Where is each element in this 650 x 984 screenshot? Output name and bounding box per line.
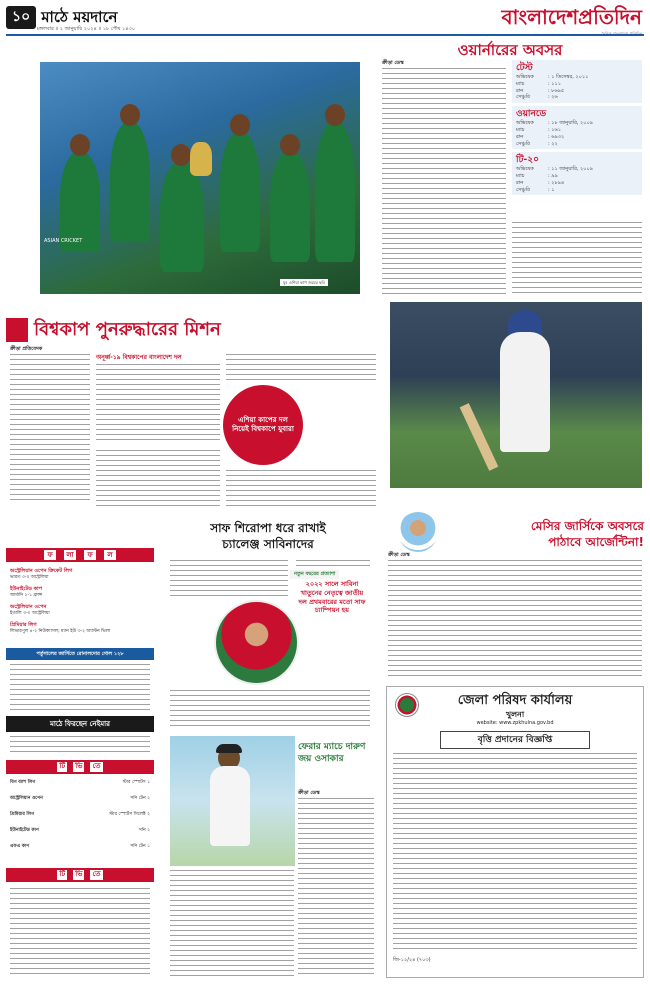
stat-row <box>516 166 638 173</box>
notice-ref: জি-১২/২৪ (৭০৩) <box>393 957 431 964</box>
warner-article-text <box>382 68 506 298</box>
player-body-shape <box>500 332 550 452</box>
stat-label: অভিষেক <box>516 166 534 173</box>
result-item <box>10 586 150 599</box>
tv-channel: সনি ২ <box>138 828 150 833</box>
page-number: ১০ <box>6 6 36 29</box>
newspaper-logo <box>502 4 642 36</box>
stat-label: ম্যাচ <box>516 80 525 87</box>
messi-headline-1: মেসির জার্সিকে অবসরে <box>530 519 644 533</box>
cap-shape <box>216 744 242 753</box>
stat-row <box>516 173 638 180</box>
saf-headline-2: চ্যালেঞ্জ সাবিনাদের <box>222 537 314 552</box>
tv-letter-1: টি <box>59 762 66 771</box>
stat-label: অভিষেক <box>516 74 534 81</box>
notice-title: জেলা পরিষদ কার্যালয় <box>457 693 573 708</box>
notice-subject: বৃত্তি প্রদানের বিজ্ঞপ্তি <box>440 731 590 749</box>
saf-article-text-3 <box>170 690 370 730</box>
messi-article-text <box>388 560 642 678</box>
dateline: মঙ্গলবার ॥ ২ জানুয়ারি ২০২৪ ॥ ১৮ পৌষ ১৪৩০ <box>37 26 135 32</box>
stat-label: সেঞ্চুরি <box>516 94 530 101</box>
neymar-box: মাঠে ফিরছেন নেইমার <box>6 716 154 732</box>
new-year-tag: নতুন বছরের প্রত্যাশা <box>290 570 339 579</box>
stat-row <box>516 187 638 194</box>
results-letter-4: ল <box>104 550 116 560</box>
stat-row <box>516 120 638 127</box>
stat-value: : ১ <box>548 186 555 193</box>
saf-article-text-1 <box>170 560 288 596</box>
stat-value: : ১৮ জানুয়ারি, ২০০৯ <box>548 120 594 127</box>
bat-shape <box>460 403 499 471</box>
tv-event: এফএ কাপ <box>10 844 30 849</box>
warner-byline: ক্রীড়া ডেস্ক <box>382 60 404 66</box>
stat-value: : ৮৬৯৫ <box>548 87 565 94</box>
stat-label: ম্যাচ <box>516 173 525 180</box>
result-detail: ইতালি ৩-০ অস্ট্রেলিয়া <box>10 610 50 616</box>
saf-article-text-2 <box>296 560 370 570</box>
stat-value: : ২২ <box>548 140 558 147</box>
warner-headline: ওয়ার্নারের অবসর <box>457 41 563 59</box>
warner-stats <box>512 60 642 195</box>
stat-label: রান <box>516 133 524 140</box>
tv-letter-3: তে <box>92 870 101 879</box>
result-title: প্রিমিয়ার লিগ <box>10 622 37 628</box>
tv-event: ইউনাইটেড কাপ <box>10 828 39 833</box>
stat-row <box>516 81 638 88</box>
result-title: অস্ট্রেলিয়ান ওপেন <box>10 604 47 610</box>
stat-value: : ১১১ <box>548 80 562 87</box>
tv-letter-2: ভি <box>75 870 83 879</box>
stat-row <box>516 127 638 134</box>
main-article-text-1 <box>10 354 90 504</box>
stat-label: ম্যাচ <box>516 127 525 134</box>
stat-value: : ৯৯ <box>548 173 558 180</box>
neymar-text <box>10 736 150 756</box>
messi-headline-2: পাঠাবে আর্জেন্টিনা! <box>548 535 644 550</box>
main-headline: বিশ্বকাপ পুনরুদ্ধারের মিশন <box>34 319 221 340</box>
main-article-text-4 <box>226 470 376 506</box>
warner-article-text-2 <box>512 222 642 296</box>
main-byline: ক্রীড়া প্রতিবেদক <box>10 346 43 352</box>
osaka-article-text-2 <box>170 870 294 978</box>
stat-value: : ২৮৯৪ <box>548 179 565 186</box>
section-title: মাঠে ময়দানে <box>41 8 118 27</box>
result-item <box>10 604 150 617</box>
stat-value: : ১ ডিসেম্বর, ২০১১ <box>548 74 589 81</box>
stat-row <box>516 74 638 81</box>
notice-city: খুলনা <box>505 709 525 719</box>
results-letter-3: ফ <box>84 550 96 560</box>
osaka-photo <box>170 736 295 866</box>
result-item <box>10 568 150 581</box>
ronaldo-text <box>10 664 150 710</box>
header-rule <box>6 34 644 36</box>
results-header <box>6 548 154 562</box>
tv-row <box>10 796 150 802</box>
saf-quote: ২০২২ সালে সাবিনা খাতুনের নেতৃত্বে জাতীয় দল প্রথমবারের মতো সাফ চ্যাম্পিয়ন হয় <box>298 580 366 615</box>
tv-event: অস্ট্রেলিয়ান ওপেন <box>10 796 43 801</box>
osaka-headline: ফেরার ম্যাচে দারুণ জয় ওসাকার <box>298 742 366 765</box>
results-letter-1: ফ <box>44 550 56 560</box>
tv-letter-1: টি <box>59 870 66 879</box>
stat-row <box>516 88 638 95</box>
odi-title: ওয়ানডে <box>516 109 547 120</box>
test-stats <box>516 74 638 101</box>
tv-letter-2: ভি <box>75 762 83 771</box>
tv-row <box>10 844 150 850</box>
stat-row <box>516 94 638 101</box>
trophy-shape <box>190 142 212 176</box>
main-article-text-2 <box>96 450 220 506</box>
tv-header <box>6 760 154 774</box>
squad-list <box>96 364 220 444</box>
tv-letter-3: তে <box>92 762 101 771</box>
tv-channel: সনি টেন ১ <box>130 844 150 849</box>
squad-title: অনূর্ধ্ব-১৯ বিশ্বকাপের বাংলাদেশ দল <box>96 354 182 361</box>
osaka-article-text <box>298 798 374 978</box>
notice-website: website: www.zpkhulna.gov.bd <box>476 720 554 727</box>
ronaldo-title: পর্তুগালের জার্সিতে রোনালদোর গোল ১২৮ <box>6 648 154 660</box>
tv-schedule-2 <box>10 888 150 978</box>
stat-label: রান <box>516 87 524 94</box>
tv-channel: স্টার স্পোর্টস সিলেক্ট ২ <box>109 812 150 817</box>
government-emblem <box>395 693 419 717</box>
saf-headline-1: সাফ শিরোপা ধরে রাখাই <box>210 521 326 535</box>
stat-label: সেঞ্চুরি <box>516 140 530 147</box>
stat-label: রান <box>516 179 524 186</box>
stat-value: : ১১ জানুয়ারি, ২০০৯ <box>548 166 594 173</box>
result-detail: জার্মানি ২-১ ফ্রান্স <box>10 592 43 598</box>
osaka-byline: ক্রীড়া ডেস্ক <box>298 790 320 796</box>
stat-value: : ৬৯৩২ <box>548 133 565 140</box>
logo-part2: প্রতিদিন <box>578 5 642 29</box>
stat-value: : ২৬ <box>548 94 558 101</box>
result-detail: ভারত ৩-০ অস্ট্রেলিয়া <box>10 574 49 580</box>
tv-header-2 <box>6 868 154 882</box>
tv-event: প্রিমিয়ার লিগ <box>10 812 35 817</box>
test-title: টেস্ট <box>516 63 533 73</box>
odi-stats <box>516 120 638 147</box>
warner-photo <box>390 302 642 488</box>
tv-channel: সনি টেন ২ <box>130 796 150 801</box>
government-notice <box>386 686 644 978</box>
tv-row <box>10 812 150 818</box>
main-team-photo <box>40 62 360 294</box>
result-item <box>10 622 150 635</box>
messi-headline <box>386 518 644 550</box>
body-shape <box>210 766 250 846</box>
result-detail: লিভারপুল ৪-২ নিউক্যাসল; ম্যান ইউ ৩-২ অ্যাস্টন ভিলা <box>10 628 111 634</box>
stat-row <box>516 134 638 141</box>
result-title: অস্ট্রেলিয়ান ওপেন ক্রিকেট লিগ <box>10 568 73 574</box>
tv-channel: স্টার স্পোর্টস ১ <box>122 780 150 785</box>
t20-title: টি-২০ <box>516 155 539 166</box>
stat-value: : ১৬১ <box>548 127 562 134</box>
photo-badge: ASIAN CRICKET <box>44 238 83 244</box>
tv-event: বিগ ব্যাশ লিগ <box>10 780 36 785</box>
tv-row <box>10 780 150 786</box>
messi-byline: ক্রীড়া ডেস্ক <box>388 552 410 558</box>
logo-part1: বাংলাদেশ <box>501 5 579 29</box>
results-letter-2: লা <box>64 550 76 560</box>
tv-row <box>10 828 150 834</box>
main-article-text-3 <box>226 354 376 382</box>
stat-label: অভিষেক <box>516 120 534 127</box>
stat-row <box>516 180 638 187</box>
sabina-photo <box>214 600 299 685</box>
photo-caption: যুব এশিয়া কাপ জয়ের ছবি <box>280 279 328 286</box>
result-title: ইউনাইটেড কাপ <box>10 586 43 592</box>
saf-headline <box>170 520 366 552</box>
stat-label: সেঞ্চুরি <box>516 186 530 193</box>
notice-body <box>393 753 637 953</box>
asia-cup-circle: এশিয়া কাপের দল নিয়েই বিশ্বকাপে যুবারা <box>223 385 303 465</box>
t20-stats <box>516 166 638 193</box>
stat-row <box>516 141 638 148</box>
